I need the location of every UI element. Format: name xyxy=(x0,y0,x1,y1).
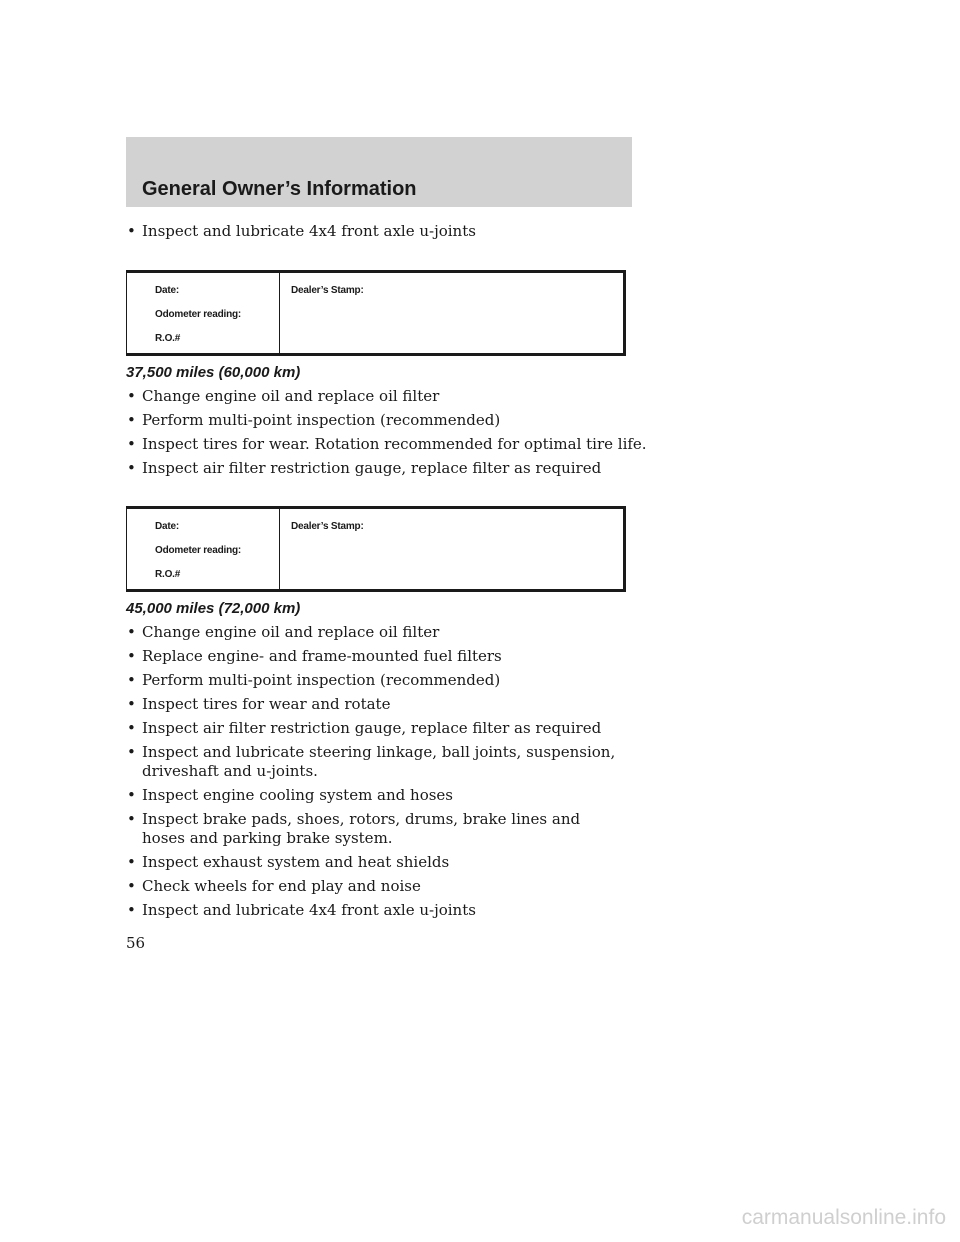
list-item: • Inspect exhaust system and heat shields xyxy=(126,853,626,872)
interval-checklist xyxy=(126,387,647,483)
list-item: • Inspect engine cooling system and hoses xyxy=(126,786,626,805)
list-item: • Inspect tires for wear. Rotation recommended for optimal tire life. xyxy=(126,435,647,454)
list-item: • Inspect air filter restriction gauge, replace filter as required xyxy=(126,459,647,478)
list-item: • Check wheels for end play and noise xyxy=(126,877,626,896)
intro-list xyxy=(126,222,476,246)
date-label: Date: xyxy=(155,521,180,532)
odometer-label: Odometer reading: xyxy=(155,545,242,556)
list-item: • Perform multi-point inspection (recommended) xyxy=(126,411,647,430)
list-item: • Perform multi-point inspection (recommended) xyxy=(126,671,626,690)
service-record-fields xyxy=(127,509,280,589)
list-item: • Inspect tires for wear and rotate xyxy=(126,695,626,714)
list-item: • Inspect and lubricate 4x4 front axle u-joints xyxy=(126,901,626,920)
list-item: • Inspect and lubricate 4x4 front axle u-joints xyxy=(126,222,476,241)
ro-label: R.O.# xyxy=(155,333,181,344)
ro-label: R.O.# xyxy=(155,569,181,580)
page-number: 56 xyxy=(126,934,146,952)
list-item: • Replace engine- and frame-mounted fuel filters xyxy=(126,647,626,666)
list-item: • Inspect brake pads, shoes, rotors, drums, brake lines and hoses and parking brake system. xyxy=(126,810,626,848)
service-record-box xyxy=(126,270,626,356)
interval-heading: 45,000 miles (72,000 km) xyxy=(126,600,301,617)
list-item: • Inspect and lubricate steering linkage, ball joints, suspension, driveshaft and u-joints. xyxy=(126,743,626,781)
date-label: Date: xyxy=(155,285,180,296)
watermark: carmanualsonline.info xyxy=(741,1206,946,1229)
odometer-label: Odometer reading: xyxy=(155,309,242,320)
service-record-box xyxy=(126,506,626,592)
list-item: • Change engine oil and replace oil filter xyxy=(126,623,626,642)
service-record-fields xyxy=(127,273,280,353)
section-title: General Owner’s Information xyxy=(142,178,417,200)
interval-heading: 37,500 miles (60,000 km) xyxy=(126,364,301,381)
list-item: • Inspect air filter restriction gauge, replace filter as required xyxy=(126,719,626,738)
list-item: • Change engine oil and replace oil filter xyxy=(126,387,647,406)
dealer-stamp-label: Dealer’s Stamp: xyxy=(291,285,364,296)
interval-checklist xyxy=(126,623,626,925)
dealer-stamp-label: Dealer’s Stamp: xyxy=(291,521,364,532)
